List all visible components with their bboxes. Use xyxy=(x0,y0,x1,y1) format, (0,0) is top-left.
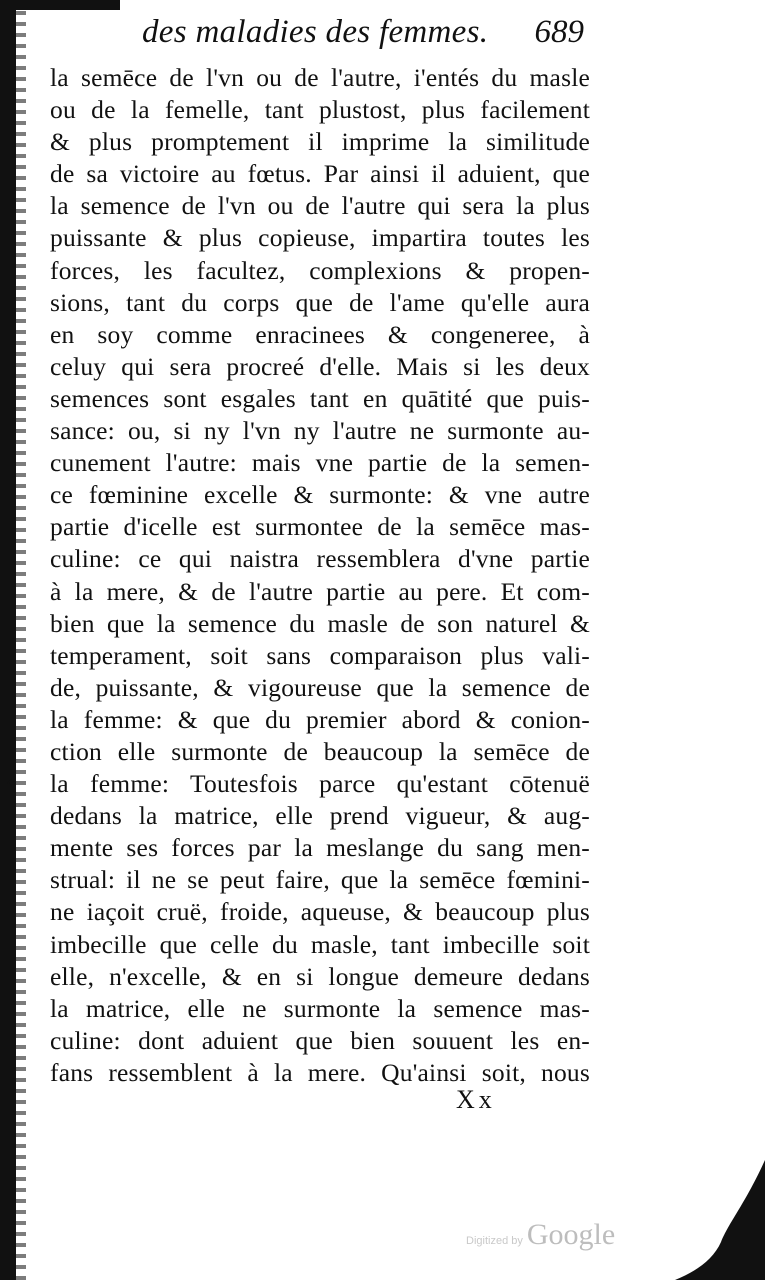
signature-mark: Xx xyxy=(456,1085,496,1114)
text-line: de, puissante, & vigoureuse que la semence de xyxy=(50,672,590,702)
text-line: partie d'icelle est surmontee de la semēce mas- xyxy=(50,512,590,542)
text-line: semences sont esgales tant en quātité que puis- xyxy=(50,383,590,413)
scan-edge-noise xyxy=(16,0,26,1280)
text-line: fans ressemblent à la mere. Qu'ainsi soit, nous xyxy=(50,1057,590,1087)
text-line: la femme: & que du premier abord & conion- xyxy=(50,704,590,734)
text-line: strual: il ne se peut faire, que la semēce fœmini- xyxy=(50,865,590,895)
scan-left-edge xyxy=(0,0,16,1280)
scan-top-edge xyxy=(0,0,120,10)
text-line: la matrice, elle ne surmonte la semence mas- xyxy=(50,993,590,1023)
watermark-prefix: Digitized by xyxy=(466,1235,523,1247)
text-line: ne iaçoit cruë, froide, aqueuse, & beaucoup plus xyxy=(50,897,590,927)
text-line: à la mere, & de l'autre partie au pere. Et com- xyxy=(50,576,590,606)
text-line: culine: ce qui naistra ressemblera d'vne partie xyxy=(50,544,590,574)
scan-corner-shadow xyxy=(675,1160,765,1280)
body-text xyxy=(50,62,590,1089)
text-line: mente ses forces par la meslange du sang men- xyxy=(50,833,590,863)
text-line: imbecille que celle du masle, tant imbecille soit xyxy=(50,929,590,959)
text-line: la semence de l'vn ou de l'autre qui sera la plus xyxy=(50,191,590,221)
text-line: ction elle surmonte de beaucoup la semēce de xyxy=(50,736,590,766)
text-line: sions, tant du corps que de l'ame qu'elle aura xyxy=(50,287,590,317)
text-line: temperament, soit sans comparaison plus vali- xyxy=(50,640,590,670)
text-line: bien que la semence du masle de son naturel & xyxy=(50,608,590,638)
text-line: de sa victoire au fœtus. Par ainsi il aduient, que xyxy=(50,159,590,189)
running-title: des maladies des femmes. xyxy=(142,14,489,50)
text-line: sance: ou, si ny l'vn ny l'autre ne surmonte au- xyxy=(50,416,590,446)
text-line: la femme: Toutesfois parce qu'estant cōtenuë xyxy=(50,769,590,799)
text-line: en soy comme enracinees & congeneree, à xyxy=(50,319,590,349)
running-header xyxy=(50,14,590,58)
text-line: culine: dont aduient que bien souuent les en- xyxy=(50,1025,590,1055)
text-line: puissante & plus copieuse, impartira toutes les xyxy=(50,223,590,253)
page-number: 689 xyxy=(534,14,584,50)
text-line: ou de la femelle, tant plustost, plus facilement xyxy=(50,95,590,125)
text-line: forces, les facultez, complexions & propen- xyxy=(50,255,590,285)
text-line: celuy qui sera procreé d'elle. Mais si les deux xyxy=(50,351,590,381)
text-line: & plus promptement il imprime la similitude xyxy=(50,127,590,157)
book-page xyxy=(50,14,590,1089)
text-line: elle, n'excelle, & en si longue demeure dedans xyxy=(50,961,590,991)
text-line: dedans la matrice, elle prend vigueur, & aug- xyxy=(50,801,590,831)
text-line: cunement l'autre: mais vne partie de la semen- xyxy=(50,448,590,478)
watermark-brand: Google xyxy=(526,1218,616,1251)
scan-stray-mark: ‹ xyxy=(6,772,14,793)
digitized-watermark xyxy=(466,1218,615,1252)
text-line: la semēce de l'vn ou de l'autre, i'entés du masle xyxy=(50,63,590,92)
text-line: ce fœminine excelle & surmonte: & vne autre xyxy=(50,480,590,510)
